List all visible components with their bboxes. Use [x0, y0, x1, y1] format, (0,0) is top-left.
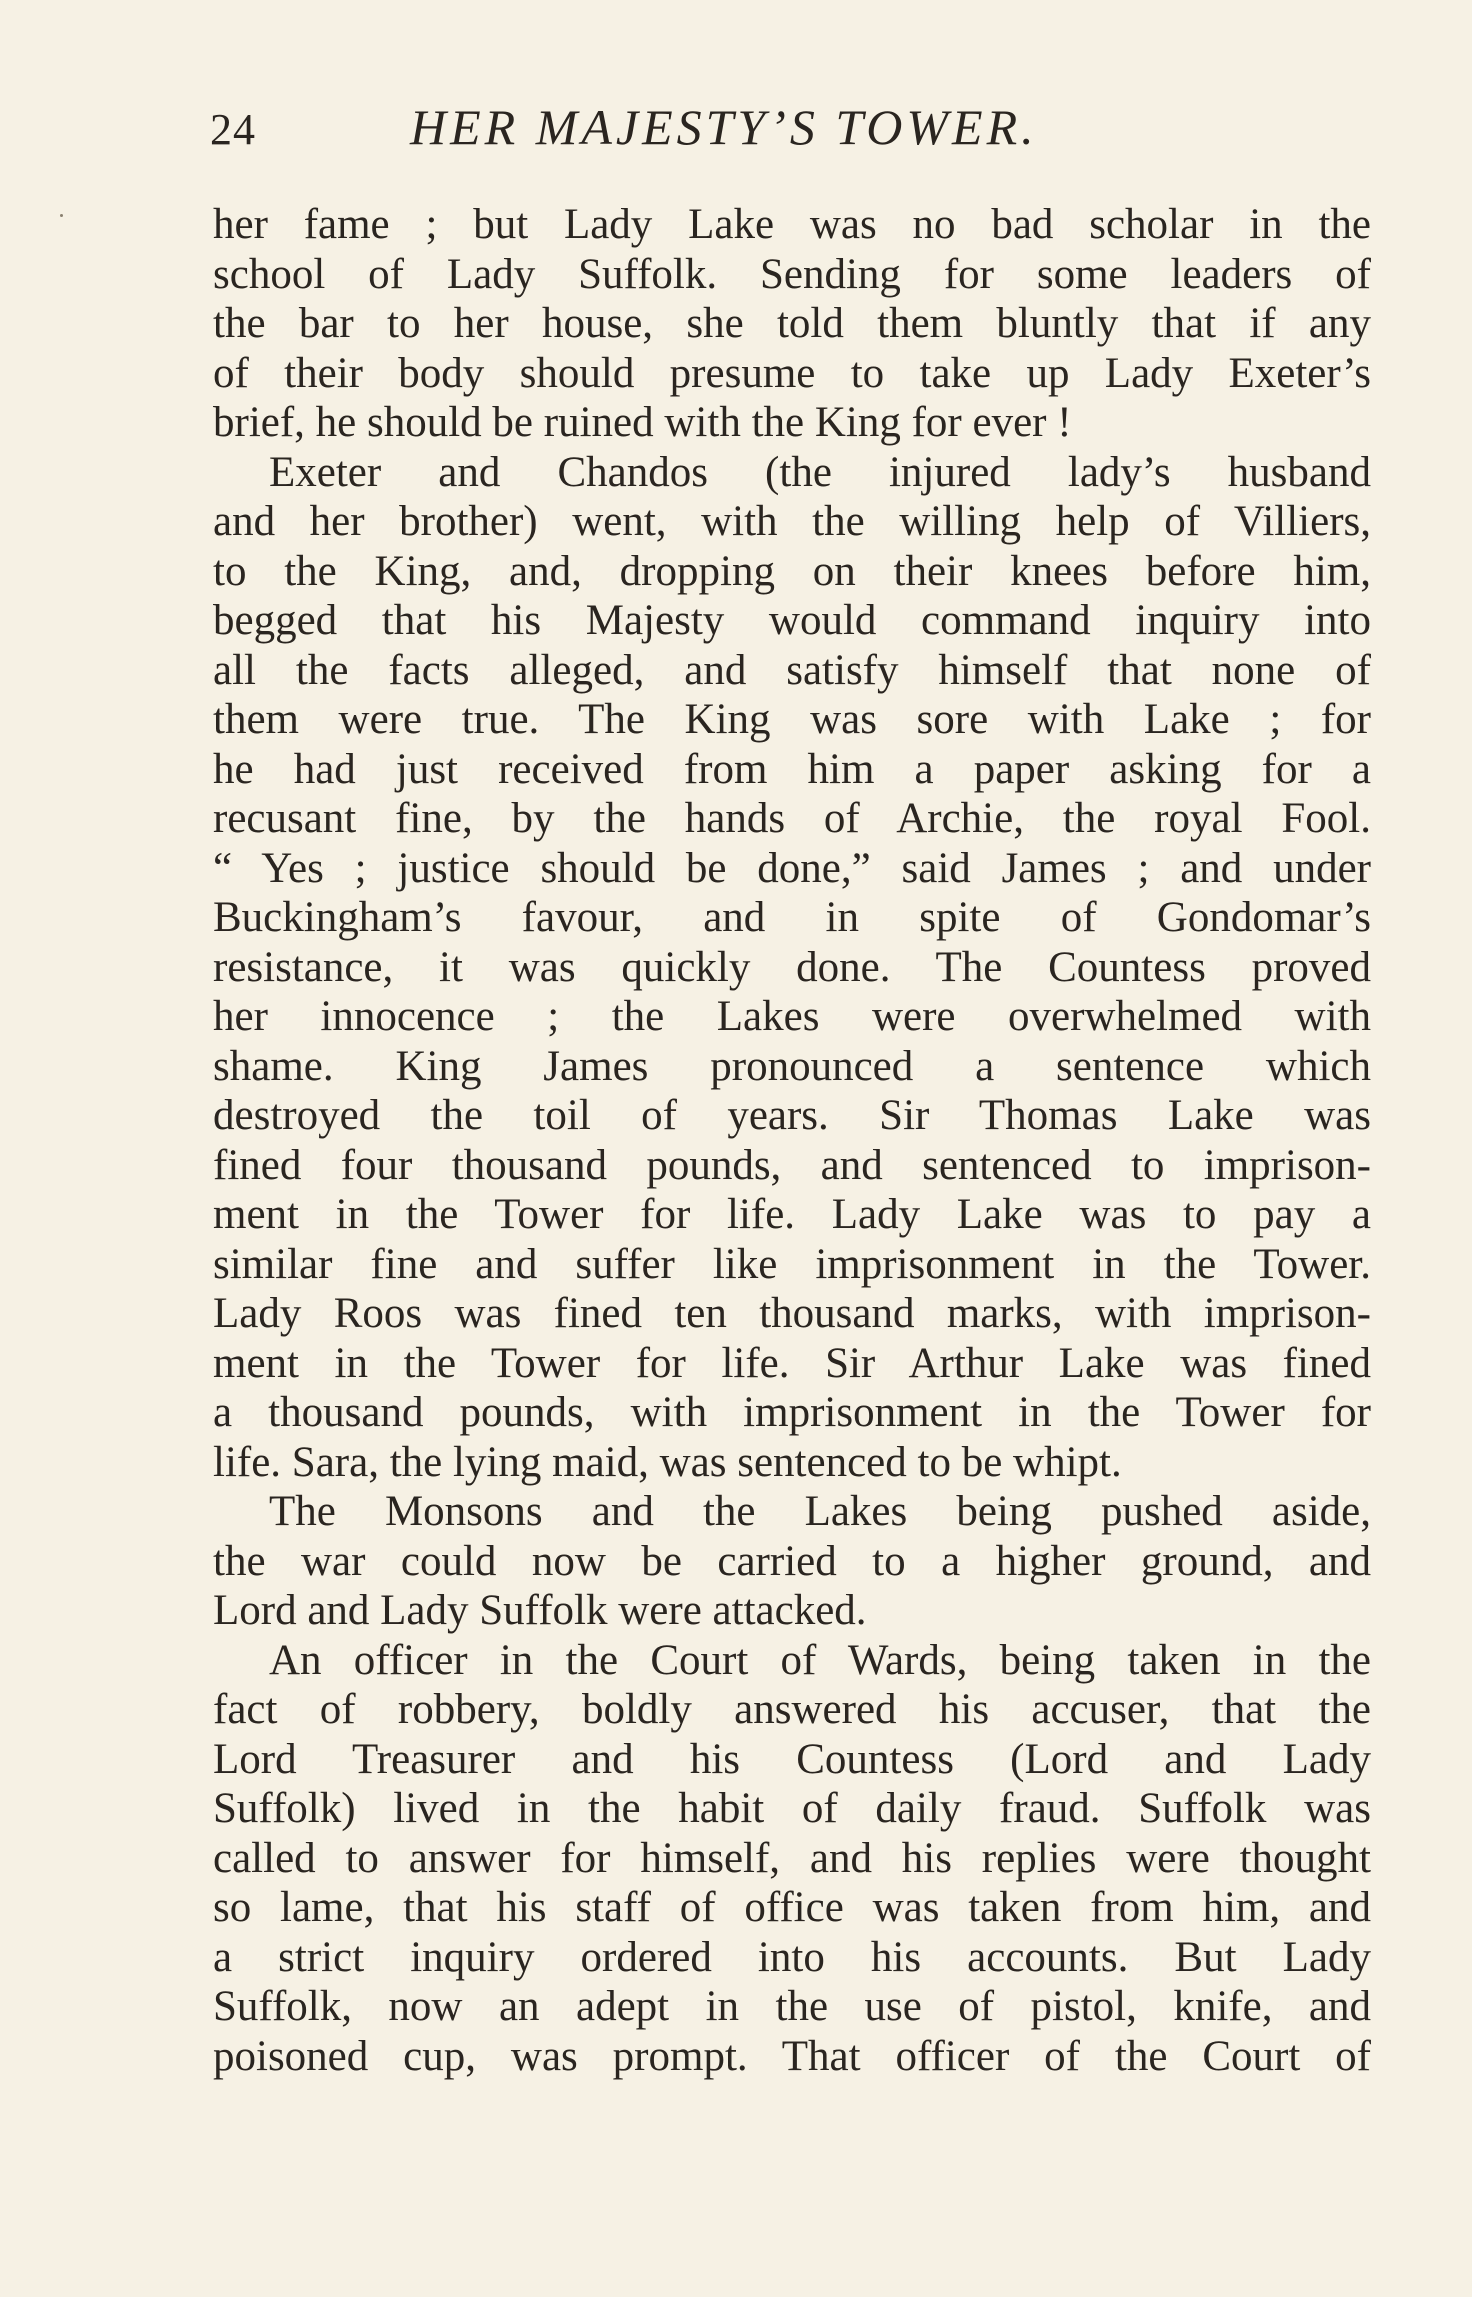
text-line: similar fine and suffer like imprisonment in the Tower.: [213, 1240, 1371, 1288]
text-line: her innocence ; the Lakes were overwhelmed with: [213, 993, 1371, 1040]
text-line: brief, he should be ruined with the King for ever !: [213, 399, 1072, 446]
text-line: Suffolk) lived in the habit of daily fraud. Suffolk was: [213, 1785, 1371, 1832]
text-line: fact of robbery, boldly answered his accuser, that the: [213, 1686, 1371, 1733]
text-line: of their body should presume to take up Lady Exeter’s: [213, 349, 1371, 397]
text-line: Suffolk, now an adept in the use of pistol, knife, and: [213, 1983, 1371, 2030]
text-line: Lord and Lady Suffolk were attacked.: [213, 1587, 867, 1634]
running-title: HER MAJESTY’S TOWER.: [410, 99, 1038, 155]
text-line: Lady Roos was fined ten thousand marks, with imprison-: [213, 1290, 1371, 1337]
text-line: a thousand pounds, with imprisonment in the Tower for: [213, 1389, 1371, 1436]
text-line: An officer in the Court of Wards, being taken in the: [269, 1636, 1371, 1684]
text-line: her fame ; but Lady Lake was no bad scholar in the: [213, 201, 1371, 248]
text-line: poisoned cup, was prompt. That officer of the Court of: [213, 2032, 1371, 2080]
text-line: so lame, that his staff of office was taken from him, and: [213, 1884, 1371, 1931]
text-line: destroyed the toil of years. Sir Thomas Lake was: [213, 1092, 1371, 1139]
text-line: a strict inquiry ordered into his accounts. But Lady: [213, 1933, 1371, 1981]
text-line: to the King, and, dropping on their knees before him,: [213, 547, 1371, 595]
text-line: ment in the Tower for life. Sir Arthur Lake was fined: [213, 1339, 1371, 1387]
body-text: [213, 200, 1371, 2081]
text-line: Lord Treasurer and his Countess (Lord and Lady: [213, 1735, 1371, 1783]
text-line: life. Sara, the lying maid, was sentenced to be whipt.: [213, 1438, 1122, 1486]
text-line: them were true. The King was sore with Lake ; for: [213, 696, 1371, 743]
text-line: recusant fine, by the hands of Archie, the royal Fool.: [213, 795, 1371, 842]
text-line: resistance, it was quickly done. The Countess proved: [213, 943, 1371, 991]
text-line: called to answer for himself, and his replies were thought: [213, 1834, 1371, 1882]
text-line: the bar to her house, she told them bluntly that if any: [213, 300, 1371, 347]
text-line: the war could now be carried to a higher ground, and: [213, 1537, 1371, 1585]
text-line: fined four thousand pounds, and sentenced to imprison-: [213, 1141, 1371, 1189]
text-line: The Monsons and the Lakes being pushed aside,: [269, 1488, 1371, 1535]
text-line: Buckingham’s favour, and in spite of Gondomar’s: [213, 894, 1371, 941]
text-line: school of Lady Suffolk. Sending for some leaders of: [213, 250, 1371, 298]
text-line: ment in the Tower for life. Lady Lake was to pay a: [213, 1191, 1371, 1238]
page-number: 24: [210, 105, 256, 154]
page-header: [210, 98, 1370, 168]
text-line: all the facts alleged, and satisfy himself that none of: [213, 646, 1371, 694]
text-line: begged that his Majesty would command inquiry into: [213, 597, 1371, 644]
text-line: and her brother) went, with the willing help of Villiers,: [213, 498, 1371, 545]
text-line: he had just received from him a paper asking for a: [213, 745, 1371, 793]
paper-speck: [60, 214, 63, 217]
text-line: shame. King James pronounced a sentence which: [213, 1042, 1371, 1090]
text-line: Exeter and Chandos (the injured lady’s husband: [269, 448, 1371, 496]
text-line: “ Yes ; justice should be done,” said James ; and under: [213, 844, 1371, 892]
